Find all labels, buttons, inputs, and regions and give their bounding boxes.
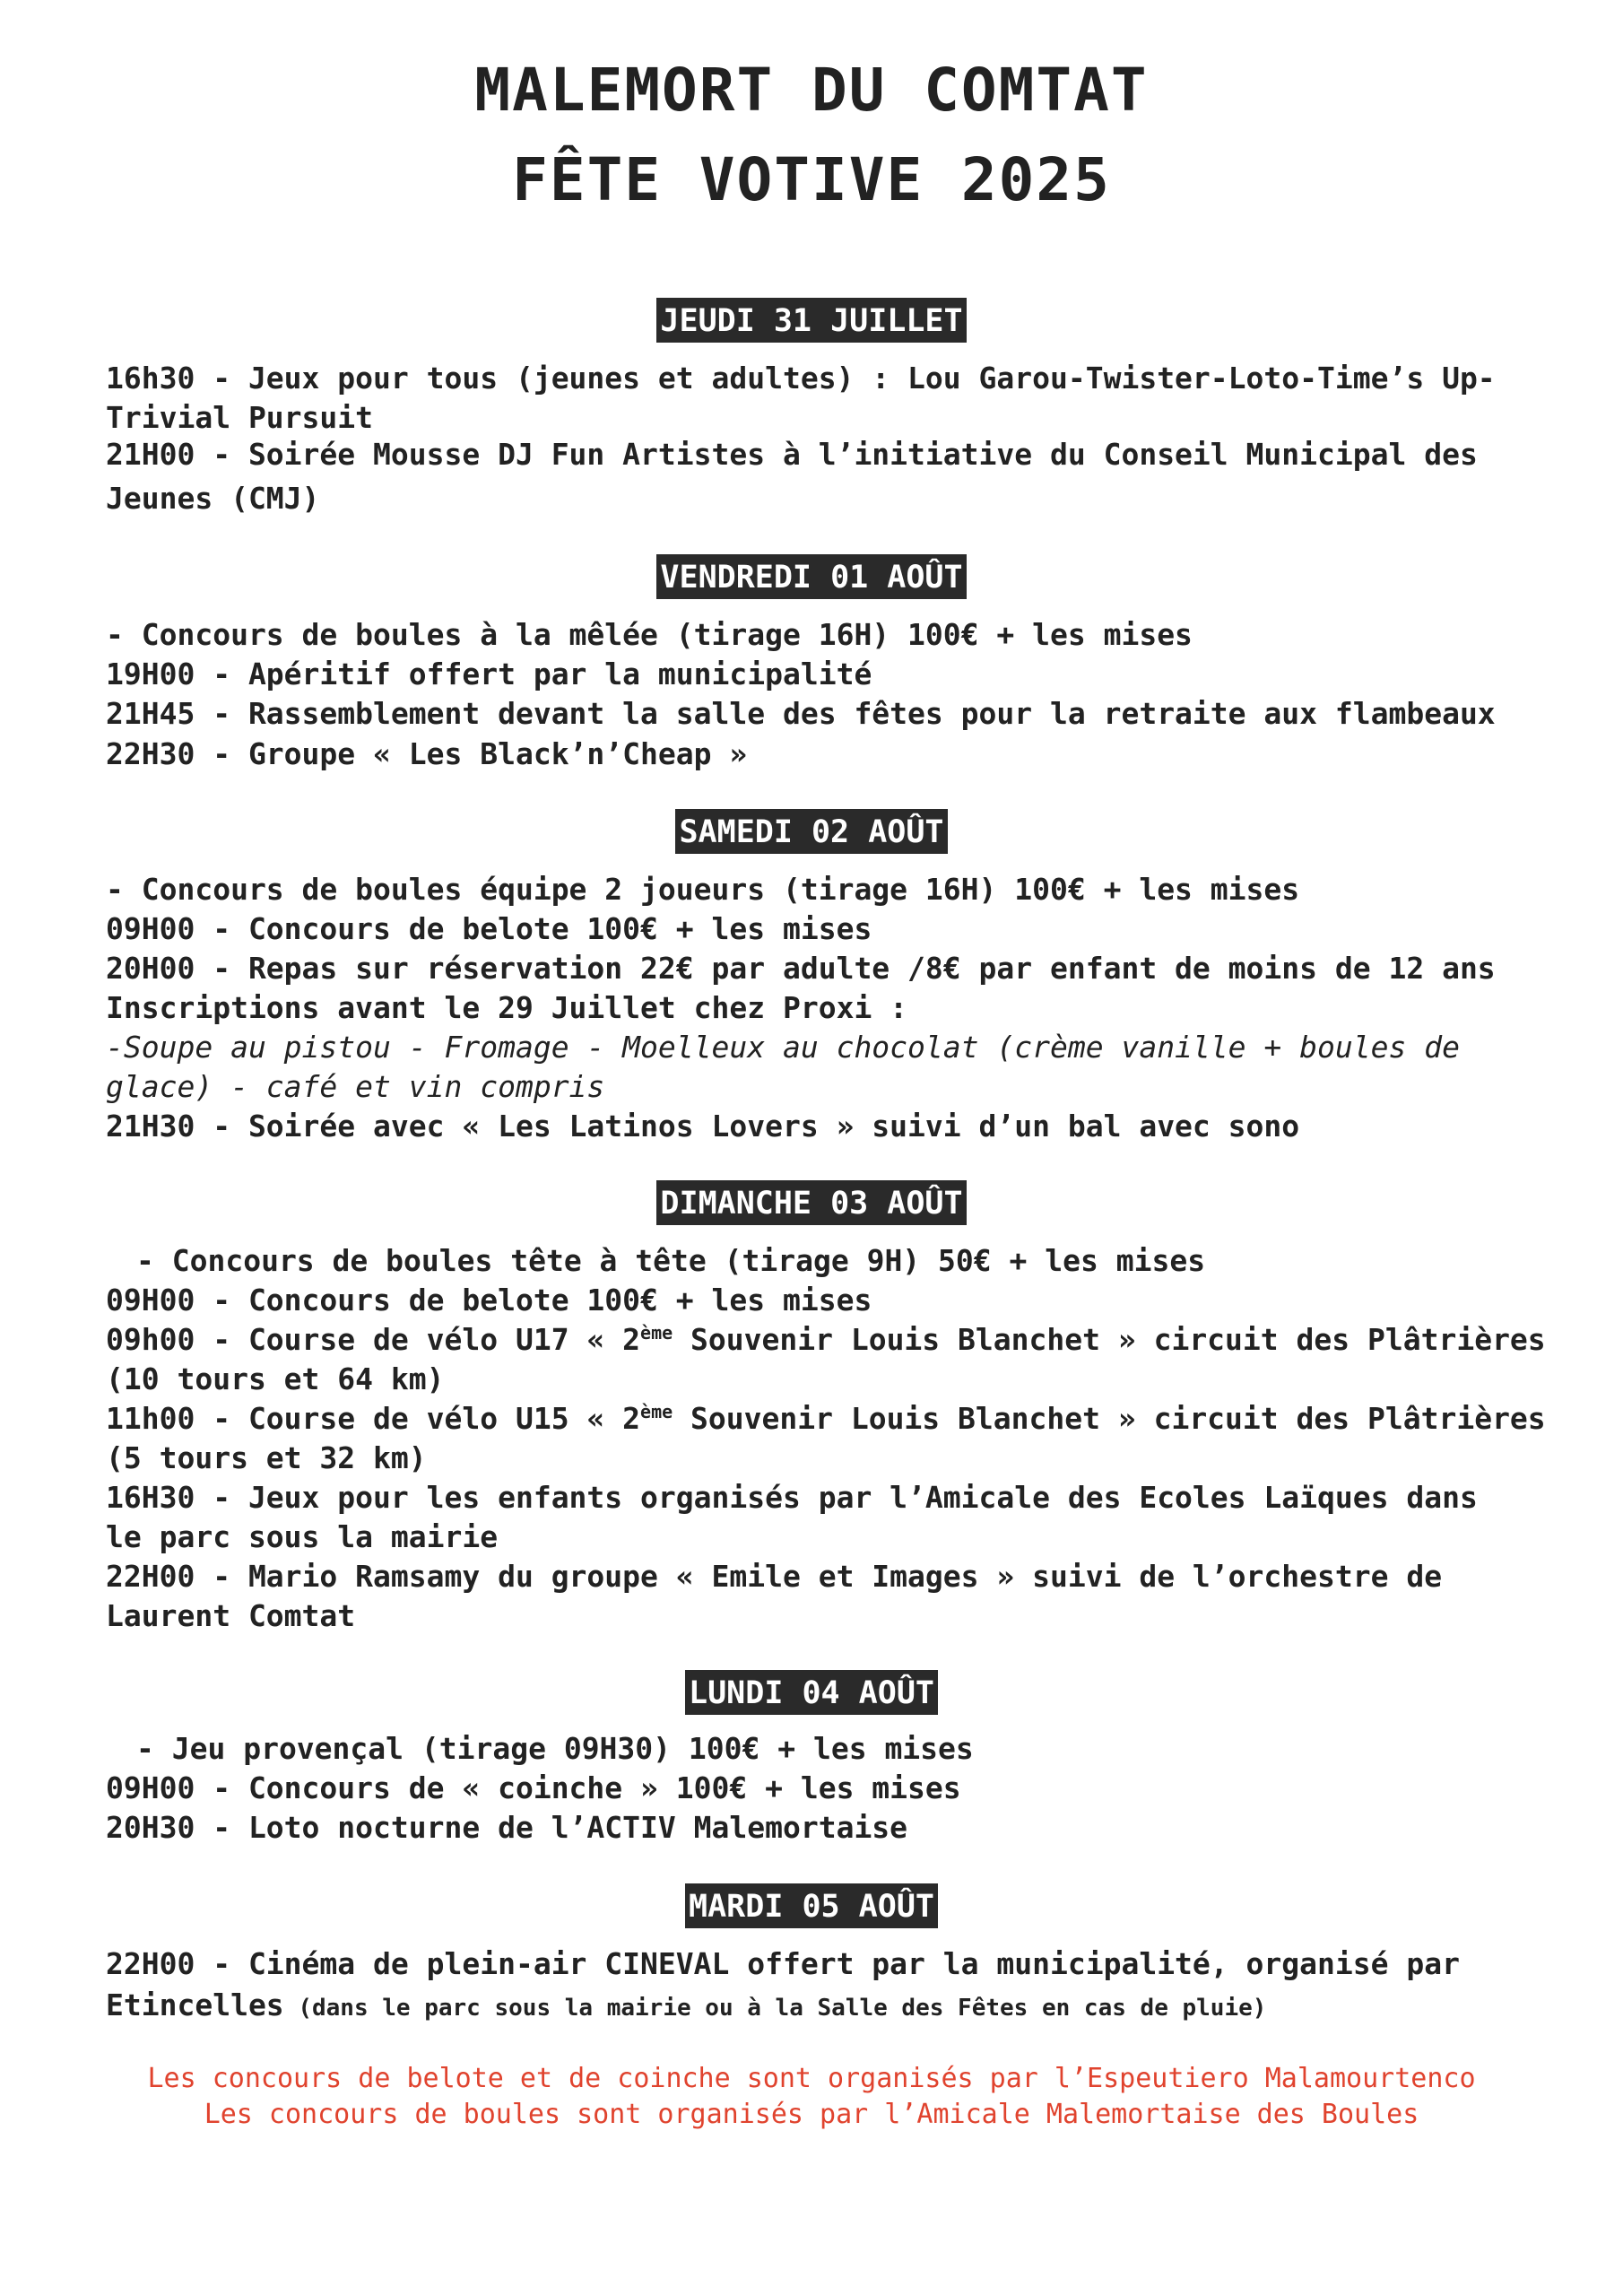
organizer-note: Les concours de belote et de coinche sont organisés par l’Espeutiero Malamourtenco <box>147 2063 1476 2094</box>
event-line-part: 11h00 - Course de vélo U15 « 2 <box>106 1401 641 1436</box>
event-line: (5 tours et 32 km) <box>106 1440 427 1475</box>
event-line: (10 tours et 64 km) <box>106 1361 445 1396</box>
menu-line: glace) - café et vin compris <box>106 1069 605 1104</box>
event-line-part: 09h00 - Course de vélo U17 « 2 <box>106 1322 641 1357</box>
organizer-note: Les concours de boules sont organisés par l’Amicale Malemortaise des Boules <box>204 2099 1419 2130</box>
day-heading-label: LUNDI 04 AOÛT <box>685 1670 938 1715</box>
day-heading-lundi <box>0 1670 1623 1715</box>
menu-line: -Soupe au pistou - Fromage - Moelleux au chocolat (crème vanille + boules de <box>106 1030 1460 1065</box>
event-line: 16H30 - Jeux pour les enfants organisés par l’Amicale des Ecoles Laïques dans <box>106 1480 1478 1515</box>
event-line: 21H30 - Soirée avec « Les Latinos Lovers » suivi d’un bal avec sono <box>106 1109 1300 1144</box>
event-line-part: Etincelles <box>106 1987 284 2022</box>
day-heading-label: VENDREDI 01 AOÛT <box>656 554 966 599</box>
event-line: 20H30 - Loto nocturne de l’ACTIV Malemortaise <box>106 1810 908 1845</box>
day-heading-jeudi <box>0 298 1623 343</box>
event-line: 21H45 - Rassemblement devant la salle des fêtes pour la retraite aux flambeaux <box>106 696 1496 731</box>
event-line: - Concours de boules tête à tête (tirage 9H) 50€ + les mises <box>136 1243 1206 1278</box>
event-line: 09H00 - Concours de belote 100€ + les mises <box>106 1283 872 1318</box>
day-heading-samedi <box>0 809 1623 854</box>
event-line: Trivial Pursuit <box>106 400 374 435</box>
day-heading-label: JEUDI 31 JUILLET <box>656 298 966 343</box>
event-line: Inscriptions avant le 29 Juillet chez Proxi : <box>106 990 908 1025</box>
superscript: ème <box>640 1322 673 1344</box>
event-line: 16h30 - Jeux pour tous (jeunes et adultes) : Lou Garou-Twister-Loto-Time’s Up- <box>106 361 1496 396</box>
day-heading-vendredi <box>0 554 1623 599</box>
event-line: le parc sous la mairie <box>106 1519 499 1554</box>
event-line: 20H00 - Repas sur réservation 22€ par adulte /8€ par enfant de moins de 12 ans <box>106 951 1496 986</box>
event-line: - Jeu provençal (tirage 09H30) 100€ + les mises <box>136 1731 974 1766</box>
event-line: Jeunes (CMJ) <box>106 481 320 516</box>
superscript: ème <box>640 1401 673 1422</box>
event-line: 09H00 - Concours de belote 100€ + les mises <box>106 911 872 946</box>
event-line <box>106 1401 1546 1437</box>
event-line: 22H00 - Cinéma de plein-air CINEVAL offert par la municipalité, organisé par <box>106 1946 1460 1981</box>
event-line <box>106 1322 1546 1358</box>
day-heading-mardi <box>0 1883 1623 1928</box>
event-line-part: Souvenir Louis Blanchet » circuit des Plâtrières <box>673 1322 1546 1357</box>
event-line: Laurent Comtat <box>106 1598 356 1633</box>
event-line: 19H00 - Apéritif offert par la municipalité <box>106 657 872 691</box>
event-line: 22H00 - Mario Ramsamy du groupe « Emile et Images » suivi de l’orchestre de <box>106 1559 1443 1594</box>
event-line <box>106 1987 1541 2026</box>
event-line: 21H00 - Soirée Mousse DJ Fun Artistes à l’initiative du Conseil Municipal des <box>106 437 1478 472</box>
event-line-part: Souvenir Louis Blanchet » circuit des Plâtrières <box>673 1401 1546 1436</box>
day-heading-dimanche <box>0 1180 1623 1225</box>
day-heading-label: DIMANCHE 03 AOÛT <box>656 1180 966 1225</box>
event-line: - Concours de boules équipe 2 joueurs (tirage 16H) 100€ + les mises <box>106 872 1300 907</box>
page-title: MALEMORT DU COMTAT <box>474 56 1149 125</box>
page-subtitle: FÊTE VOTIVE 2025 <box>512 145 1111 214</box>
day-heading-label: SAMEDI 02 AOÛT <box>675 809 947 854</box>
event-line: - Concours de boules à la mêlée (tirage 16H) 100€ + les mises <box>106 617 1193 652</box>
event-line: 22H30 - Groupe « Les Black’n’Cheap » <box>106 736 748 771</box>
event-note: (dans le parc sous la mairie ou à la Salle des Fêtes en cas de pluie) <box>283 1995 1267 2022</box>
event-line: 09H00 - Concours de « coinche » 100€ + les mises <box>106 1770 961 1805</box>
day-heading-label: MARDI 05 AOÛT <box>685 1883 938 1928</box>
